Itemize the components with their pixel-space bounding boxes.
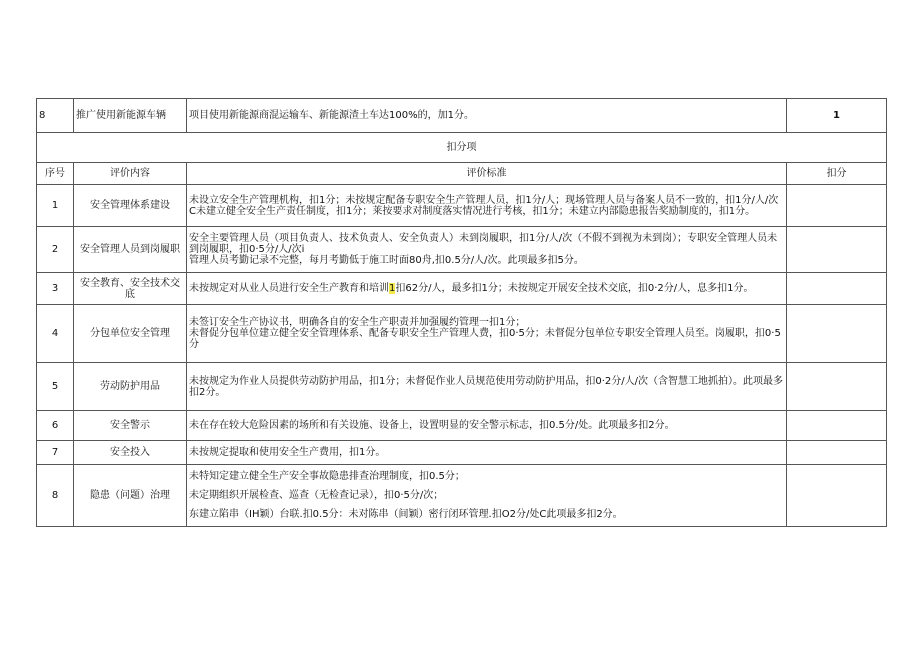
row-score: [787, 441, 887, 465]
bonus-row-content: 推广使用新能源车辆: [74, 99, 187, 133]
row-content: 分包单位安全管理: [74, 305, 187, 363]
table-row: [37, 227, 887, 273]
table-row: [37, 185, 887, 227]
row-content: 安全投入: [74, 441, 187, 465]
table-row: [37, 465, 887, 527]
row-content: 安全警示: [74, 411, 187, 441]
row-score: [787, 411, 887, 441]
row-standard: [187, 185, 787, 227]
header-standard: 评价标准: [187, 163, 787, 185]
row-score: [787, 305, 887, 363]
row-standard: [187, 411, 787, 441]
row-score: [787, 273, 887, 305]
row-standard-line: 未督促分包单位建立健全安全管理体系、配备专职安全生产管理人费，扣0·5分；未督促分包单位专职安全管理人员至。岗履职，扣0·5分: [189, 328, 781, 350]
row-standard: [187, 363, 787, 411]
row-num: 8: [37, 465, 74, 527]
table-row: [37, 305, 887, 363]
row-standard-line: 管理人员考勤记录不完整，每月考勤低于施工时面80舟,扣0.5分/人/次。此项最多扣5分。: [189, 255, 584, 266]
section-title: 扣分项: [37, 133, 887, 163]
row-standard-post: 扣62分/人，最多扣1分；未按规定开展安全技术交底，扣0·2分/人，息多扣1分。: [395, 283, 754, 294]
row-num: 5: [37, 363, 74, 411]
row-standard: [187, 441, 787, 465]
row-standard: [187, 227, 787, 273]
table-row: [37, 411, 887, 441]
evaluation-table: [36, 98, 887, 527]
row-score: [787, 465, 887, 527]
row-content: 劳动防护用品: [74, 363, 187, 411]
row-score: [787, 185, 887, 227]
row-standard: [187, 465, 787, 527]
row-score: [787, 227, 887, 273]
bonus-row-num: 8: [37, 99, 74, 133]
row-content: 安全管理人员到岗履职: [74, 227, 187, 273]
table-row: [37, 441, 887, 465]
row-content: 安全管理体系建设: [74, 185, 187, 227]
row-num: 6: [37, 411, 74, 441]
row-standard-line: 未按规定为作业人员提供劳动防护用品，扣1分；未督促作业人员规范使用劳动防护用品，扣0·2分/人/次（含智慧工地抓拍）。此项最多扣2分。: [189, 375, 784, 398]
row-num: 7: [37, 441, 74, 465]
header-score: 扣分: [787, 163, 887, 185]
row-num: 4: [37, 305, 74, 363]
row-standard-line: 未特知定建立健全生产安全事故隐患排查治理制度，扣0.5分；: [189, 471, 465, 482]
row-standard-line: 未设立安全生产管理机构，扣1分；未按规定配备专职安全生产管理人员，扣1分/人；现场管理人员与备案人员不一致的，扣1分/人/次C未建立健全安全生产责任制度，扣1分；莱按要求对制度落实情况进行考核，扣1分；未建立内部隐患报告奖励制度的，扣1分。: [189, 194, 779, 217]
table-row: [37, 273, 887, 305]
row-num: 1: [37, 185, 74, 227]
bonus-row-score: 1: [787, 99, 887, 133]
row-standard-pre: 未按规定对从业人员进行安全生产教育和培训: [189, 283, 389, 294]
row-standard: [187, 273, 787, 305]
row-score: [787, 363, 887, 411]
header-content: 评价内容: [74, 163, 187, 185]
row-content: 安全教育、安全技术交底: [74, 273, 187, 305]
row-standard-line: 未在存在较大危险因素的场所和有关设施、设备上，设置明显的安全警示标志，扣0.5分/处。此项最多扣2分。: [189, 420, 675, 431]
section-title-row: [37, 133, 887, 163]
row-standard-line: 安全主要管理人员（项目负责人、技术负责人、安全负责人）未到岗履职，扣1分/人/次（不假不到视为未到岗）；专职安全管理人员未到岗履职，扣0·5分/人/次i: [189, 233, 778, 255]
table-row: [37, 363, 887, 411]
row-standard-line: 未定期组织开展检查、巡查（无检查记录），扣0·5分/次；: [189, 490, 444, 501]
row-num: 2: [37, 227, 74, 273]
bonus-row-standard: 项目使用新能源商混运输车、新能源渣土车达100%的，加1分。: [187, 99, 787, 133]
header-row: [37, 163, 887, 185]
header-num: 序号: [37, 163, 74, 185]
row-num: 3: [37, 273, 74, 305]
bonus-row: [37, 99, 887, 133]
row-standard-line: 东建立陷串（IH颖）台联.扣0.5分：未对陈串（间颖）密行闭环管理.扣O2分/处C此项最多扣2分。: [189, 509, 623, 520]
row-standard-line: 未按规定提取和使用安全生产费用，扣1分。: [189, 447, 386, 458]
row-standard-highlight: 1: [389, 283, 396, 294]
row-standard: [187, 305, 787, 363]
row-content: 隐患（问题）治理: [74, 465, 187, 527]
row-standard-line: 未签订安全生产协议书，明确各自的安全生产职责并加强履约管理一扣1分；: [189, 317, 526, 328]
